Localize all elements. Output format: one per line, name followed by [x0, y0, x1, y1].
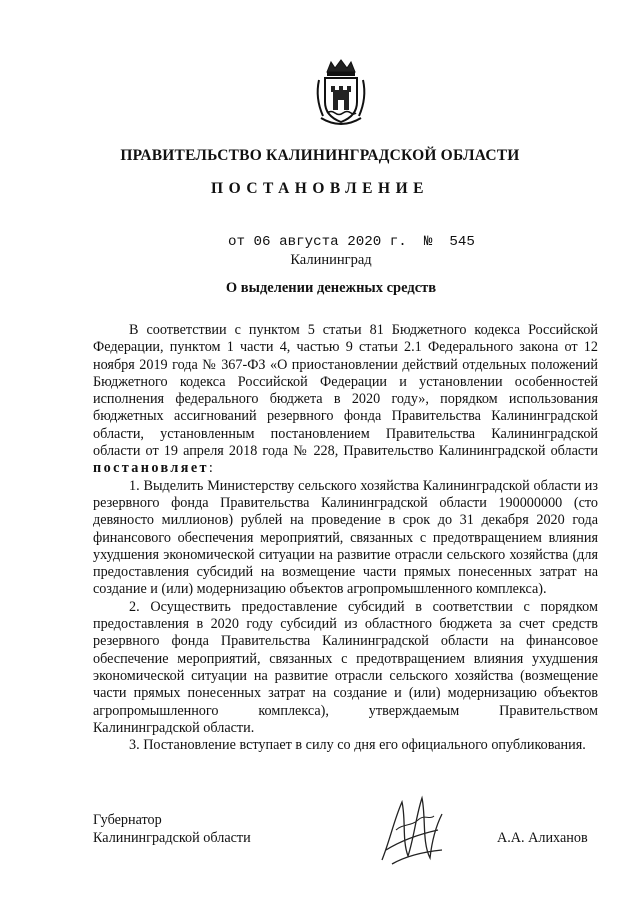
- signatory-title-line2: Калининградской области: [93, 829, 251, 846]
- document-type: ПОСТАНОВЛЕНИЕ: [211, 180, 429, 197]
- item-1: 1. Выделить Министерству сельского хозяйства Калининградской области из резервного фонда Правительства Калининградской области 190000000 (сто девяносто миллионов) рублей на проведение в срок до 31 декабря 2020 года финансового обеспечения мероприятий, связанных с предотвращением влияния ухудшения экономической ситуации на развитие отрасли сельского хозяйства (для предоставления субсидий на возмещение части прямых понесенных затрат на создание и (или) модернизацию объектов агропромышленного комплекса).: [93, 477, 598, 598]
- item-3: 3. Постановление вступает в силу со дня его официального опубликования.: [129, 737, 586, 754]
- coat-of-arms-emblem: [313, 58, 369, 128]
- city: Калининград: [290, 252, 372, 268]
- signatory-name: А.А. Алиханов: [497, 830, 588, 846]
- item-2: 2. Осуществить предоставление субсидий в соответствии с порядком предоставления в 2020 году субсидий из областного бюджета за счет средств резервного фонда Правительства Калининградской области на финансовое обеспечение мероприятий, связанных с предотвращением влияния ухудшения экономической ситуации на развитие отрасли сельского хозяйства (возмещение части прямых понесенных затрат на создание и (или) модернизацию объектов агропромышленного комплекса), утверждаемым Правительством Калининградской области.: [93, 598, 598, 736]
- signatory-title: [93, 812, 251, 847]
- date-and-number: от 06 августа 2020 г. № 545: [228, 234, 475, 250]
- preamble-paragraph: В соответствии с пунктом 5 статьи 81 Бюджетного кодекса Российской Федерации, пунктом 1 части 4, частью 9 статьи 2.1 Федерального закона от 12 ноября 2019 года № 367-ФЗ «О приостановлении действий отдельных положений Бюджетного кодекса Российской Федерации и установлении особенностей исполнения федерального бюджета в 2020 году», порядком использования бюджетных ассигнований резервного фонда Правительства Калининградской области, установленным постановлением Правительства Калининградской области от 19 апреля 2018 года № 228, Правительство Калининградской области постановляет:: [93, 322, 598, 477]
- decree-word: постановляет: [93, 460, 209, 477]
- preamble-text: В соответствии с пунктом 5 статьи 81 Бюджетного кодекса Российской Федерации, пунктом 1 части 4, частью 9 статьи 2.1 Федерального закона от 12 ноября 2019 года № 367-ФЗ «О приостановлении действий отдельных положений Бюджетного кодекса Российской Федерации и установлении особенностей исполнения федерального бюджета в 2020 году», порядком использования бюджетных ассигнований резервного фонда Правительства Калининградской области, установленным постановлением Правительства Калининградской области от 19 апреля 2018 года № 228, Правительство Калининградской области: [93, 322, 598, 460]
- document-subject: О выделении денежных средств: [225, 280, 437, 296]
- handwritten-signature: [372, 790, 452, 870]
- government-name: ПРАВИТЕЛЬСТВО КАЛИНИНГРАДСКОЙ ОБЛАСТИ: [120, 147, 520, 164]
- signatory-title-line1: Губернатор: [93, 812, 162, 828]
- document-body: [93, 322, 598, 754]
